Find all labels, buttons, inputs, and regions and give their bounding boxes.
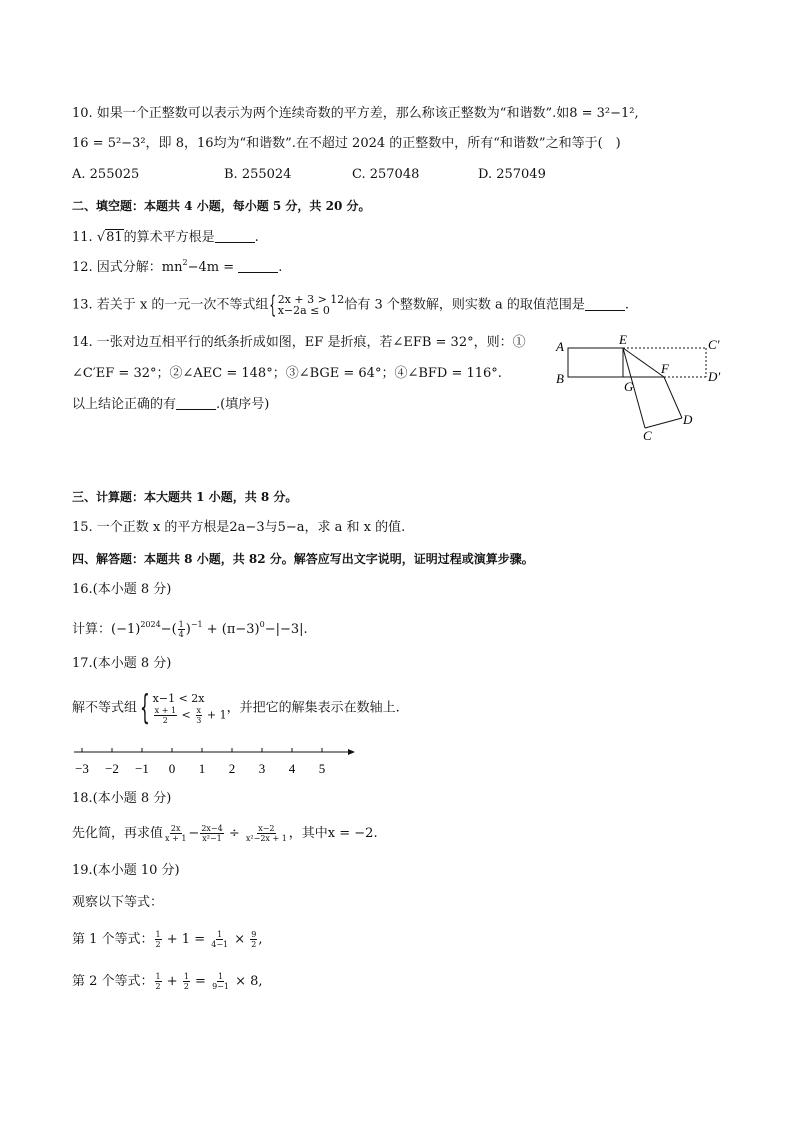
q13: 13. 若关于 x 的一元一次不等式组{ 2x + 3 > 12 x−2a ≤ 0 恰有 3 个整数解，则实数 a 的取值范围是 .: [72, 291, 630, 319]
q13-system: 2x + 3 > 12 x−2a ≤ 0: [277, 293, 345, 317]
axis-label: 3: [258, 761, 266, 776]
axis-label: 5: [318, 761, 326, 776]
q19-intro: 观察以下等式：: [72, 895, 164, 910]
q11-radicand: 81: [106, 230, 123, 245]
option-c[interactable]: C. 257048: [352, 167, 420, 182]
option-d[interactable]: D. 257049: [478, 167, 546, 182]
label-b: B: [556, 371, 564, 386]
q19-title: 19.(本小题 10 分): [72, 863, 180, 878]
answer-blank[interactable]: [215, 230, 255, 243]
label-e: E: [619, 332, 627, 347]
q14-line1: 14. 一张对边互相平行的纸条折成如图，EF 是折痕，若∠EFB = 32°，则：①: [72, 335, 526, 350]
q19-eq2: 第 2 个等式： $\frac{1}{2}$ + $\frac{1}{2}$ = $\frac{1}{9-1}$ × 8,: [72, 972, 263, 991]
q11: 11. √81的算术平方根是 .: [72, 230, 259, 245]
q10-line1: 10. 如果一个正整数可以表示为两个连续奇数的平方差，那么称该正整数为“和谐数”.如8 = 3²−1²,: [72, 106, 639, 121]
q10-options: [72, 167, 672, 183]
label-d: D: [683, 412, 693, 427]
axis-label: 2: [228, 761, 236, 776]
answer-blank[interactable]: [585, 298, 625, 311]
axis-label: −2: [105, 761, 119, 776]
axis-label: 1: [198, 761, 206, 776]
q17-title: 17.(本小题 8 分): [72, 656, 172, 671]
axis-label: 4: [288, 761, 296, 776]
fold-figure: [548, 328, 730, 448]
axis-label: 0: [168, 761, 176, 776]
label-f: F: [661, 361, 669, 376]
label-g: G: [624, 379, 634, 394]
arrow-icon: [348, 749, 355, 755]
q12: 12. 因式分解：$mn^2-4m$ = .: [72, 258, 283, 275]
number-line: [70, 740, 360, 780]
option-a[interactable]: A. 255025: [72, 167, 140, 182]
label-a: A: [556, 339, 564, 354]
answer-blank[interactable]: [176, 397, 216, 410]
section3-heading: 三、计算题：本大题共 1 小题，共 8 分。: [72, 490, 298, 504]
axis-label: −1: [135, 761, 149, 776]
q16-title: 16.(本小题 8 分): [72, 582, 172, 597]
label-c-prime: C′: [708, 337, 720, 352]
option-b[interactable]: B. 255024: [224, 167, 292, 182]
q16-expression: 计算：$(-1)^{2024}-$( $\frac{1}{4}$ )$^{-1} + (\pi-3)^0-|-3|$.: [72, 620, 308, 639]
answer-blank[interactable]: [238, 260, 278, 273]
q18-title: 18.(本小题 8 分): [72, 791, 172, 806]
q10-line2: 16 = 5²−3²，即 8，16均为“和谐数”.在不超过 2024 的正整数中，所有“和谐数”之和等于( ): [72, 136, 621, 151]
q19-eq1: 第 1 个等式： $\frac{1}{2}$ + 1 = $\frac{1}{4-1}$ × $\frac{9}{2}$ ,: [72, 930, 263, 949]
axis-label: −3: [75, 761, 89, 776]
q15: 15. 一个正数 x 的平方根是2a−3与5−a，求 a 和 x 的值.: [72, 520, 406, 535]
q18-expression: 先化简，再求值 $\frac{2x}{x + 1}$ − $\frac{2x-4}{\text{x²−1}}$ ÷ $\frac{x-2}{\text{x²−2x + 1}}$ ，其中x = −2.: [72, 824, 378, 843]
q14-line2: ∠C′EF = 32°；②∠AEC = 148°；③∠BGE = 64°；④∠BFD = 116°.: [72, 366, 502, 381]
q14-line3: 以上结论正确的有 .(填序号): [72, 397, 270, 412]
section2-heading: 二、填空题：本题共 4 小题，每小题 5 分，共 20 分。: [72, 199, 371, 213]
label-d-prime: D′: [708, 369, 721, 384]
q17-system: 解不等式组{ x−1 < 2x $\frac{x + 1}{2}$ < $\frac{x}{3}$ + 1 ，并把它的解集表示在数轴上.: [72, 688, 400, 728]
label-c: C: [643, 428, 652, 443]
section4-heading: 四、解答题：本题共 8 小题，共 82 分。解答应写出文字说明，证明过程或演算步骤。: [72, 552, 534, 566]
